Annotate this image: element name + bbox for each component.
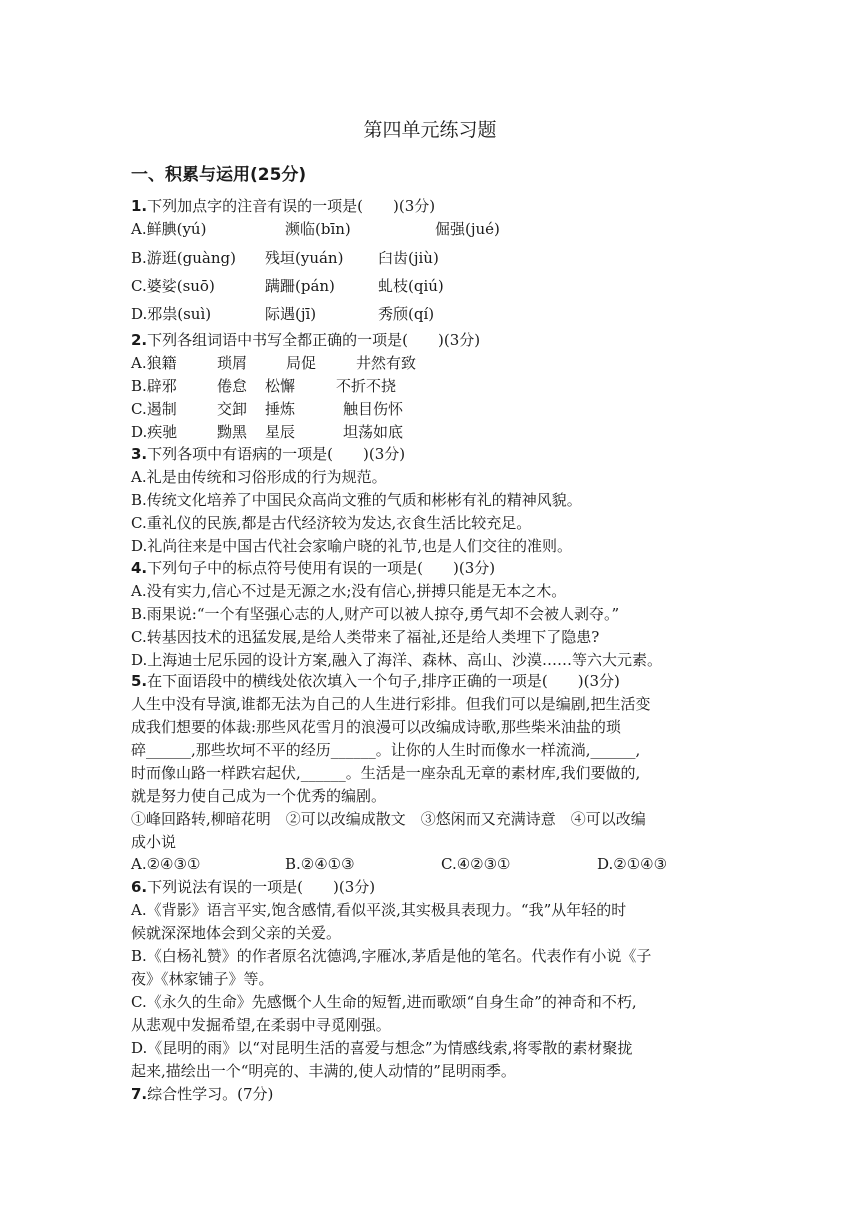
section-heading: 一、积累与运用(25分) [131, 165, 307, 185]
q2-option-a-3: 局促 [286, 354, 317, 372]
q2-option-d-4: 坦荡如底 [343, 423, 404, 441]
question-7-stem: 7.综合性学习。(7分) [131, 1085, 274, 1103]
q6-option-a-line-2: 候就深深地体会到父亲的关爱。 [131, 924, 342, 942]
q2-option-a-2: 琐屑 [217, 354, 248, 372]
q5-passage-line-5: 就是努力使自己成为一个优秀的编剧。 [131, 787, 387, 805]
question-3-stem: 3.下列各项中有语病的一项是( )(3分) [131, 445, 406, 463]
q3-option-d: D.礼尚往来是中国古代社会家喻户晓的礼节,也是人们交往的准则。 [131, 537, 573, 555]
q1-option-b-1: B.游逛(guàng) [131, 249, 236, 267]
q1-option-d-1: D.邪祟(suì) [131, 305, 212, 323]
question-6-stem: 6.下列说法有误的一项是( )(3分) [131, 878, 376, 896]
q2-option-c-2: 交卸 [217, 400, 248, 418]
question-5-stem: 5.在下面语段中的横线处依次填入一个句子,排序正确的一项是( )(3分) [131, 672, 620, 690]
q5-option-a: A.②④③① [131, 855, 201, 873]
q1-option-d-3: 秀颀(qí) [378, 305, 435, 323]
q2-option-c-4: 触目伤怀 [343, 400, 404, 418]
q3-option-a: A.礼是由传统和习俗形成的行为规范。 [131, 468, 387, 486]
q1-option-a-1: A.鲜腆(yú) [131, 220, 207, 238]
q1-option-b-3: 臼齿(jiù) [378, 249, 439, 267]
q1-option-d-2: 际遇(jī) [265, 305, 317, 323]
q2-option-a-4: 井然有致 [356, 354, 417, 372]
q5-items-line-2: 成小说 [131, 833, 177, 851]
q2-option-c-3: 捶炼 [265, 400, 296, 418]
q2-option-b-3: 松懈 [265, 377, 296, 395]
q2-option-b-2: 倦怠 [217, 377, 248, 395]
q1-option-c-3: 虬枝(qiú) [378, 277, 444, 295]
q1-option-b-2: 残垣(yuán) [265, 249, 344, 267]
q6-option-c-line-1: C.《永久的生命》先感慨个人生命的短暂,进而歌颂“自身生命”的神奇和不朽, [131, 993, 637, 1011]
question-4-stem: 4.下列句子中的标点符号使用有误的一项是( )(3分) [131, 559, 496, 577]
q1-option-a-2: 濒临(bīn) [285, 220, 351, 238]
q5-option-d: D.②①④③ [597, 855, 668, 873]
q1-option-c-1: C.婆娑(suō) [131, 277, 215, 295]
q2-option-b-1: B.辟邪 [131, 377, 177, 395]
q5-passage-line-3: 碎______,那些坎坷不平的经历______。让你的人生时而像水一样流淌,______, [131, 741, 641, 759]
q2-option-a-1: A.狼籍 [131, 354, 177, 372]
q6-option-d-line-1: D.《昆明的雨》以“对昆明生活的喜爱与想念”为情感线索,将零散的素材聚拢 [131, 1039, 633, 1057]
q5-option-b: B.②④①③ [285, 855, 355, 873]
q2-option-b-4: 不折不挠 [336, 377, 397, 395]
q5-items-line-1: ①峰回路转,柳暗花明 ②可以改编成散文 ③悠闲而又充满诗意 ④可以改编 [131, 810, 646, 828]
q6-option-d-line-2: 起来,描绘出一个“明亮的、丰满的,使人动情的”昆明雨季。 [131, 1062, 516, 1080]
q6-option-a-line-1: A.《背影》语言平实,饱含感情,看似平淡,其实极具表现力。“我”从年轻的时 [131, 901, 627, 919]
q4-option-b: B.雨果说:“一个有坚强心志的人,财产可以被人掠夺,勇气却不会被人剥夺。” [131, 605, 620, 623]
q4-option-d: D.上海迪士尼乐园的设计方案,融入了海洋、森林、高山、沙漠……等六大元素。 [131, 651, 663, 669]
q1-option-a-3: 倔强(jué) [435, 220, 500, 238]
q4-option-a: A.没有实力,信心不过是无源之水;没有信心,拼搏只能是无本之木。 [131, 582, 567, 600]
page-title: 第四单元练习题 [363, 119, 497, 141]
question-2-stem: 2.下列各组词语中书写全都正确的一项是( )(3分) [131, 331, 481, 349]
q3-option-c: C.重礼仪的民族,都是古代经济较为发达,衣食生活比较充足。 [131, 514, 532, 532]
q2-option-d-2: 黝黑 [217, 423, 248, 441]
q6-option-c-line-2: 从悲观中发掘希望,在柔弱中寻觅刚强。 [131, 1016, 391, 1034]
question-1-stem: 1.下列加点字的注音有误的一项是( )(3分) [131, 197, 436, 215]
q5-passage-line-1: 人生中没有导演,谁都无法为自己的人生进行彩排。但我们可以是编剧,把生活变 [131, 695, 651, 713]
q6-option-b-line-1: B.《白杨礼赞》的作者原名沈德鸿,字雁冰,茅盾是他的笔名。代表作有小说《子 [131, 947, 652, 965]
q2-option-d-3: 星辰 [265, 423, 296, 441]
q6-option-b-line-2: 夜》《林家铺子》等。 [131, 970, 274, 988]
q1-option-c-2: 蹒跚(pán) [265, 277, 335, 295]
q2-option-c-1: C.遏制 [131, 400, 177, 418]
q3-option-b: B.传统文化培养了中国民众高尚文雅的气质和彬彬有礼的精神风貌。 [131, 491, 582, 509]
q2-option-d-1: D.疾驰 [131, 423, 178, 441]
q5-option-c: C.④②③① [441, 855, 511, 873]
q4-option-c: C.转基因技术的迅猛发展,是给人类带来了福祉,还是给人类埋下了隐患? [131, 628, 600, 646]
q5-passage-line-2: 成我们想要的体裁:那些风花雪月的浪漫可以改编成诗歌,那些柴米油盐的琐 [131, 718, 621, 736]
q5-passage-line-4: 时而像山路一样跌宕起伏,______。生活是一座杂乱无章的素材库,我们要做的, [131, 764, 641, 782]
